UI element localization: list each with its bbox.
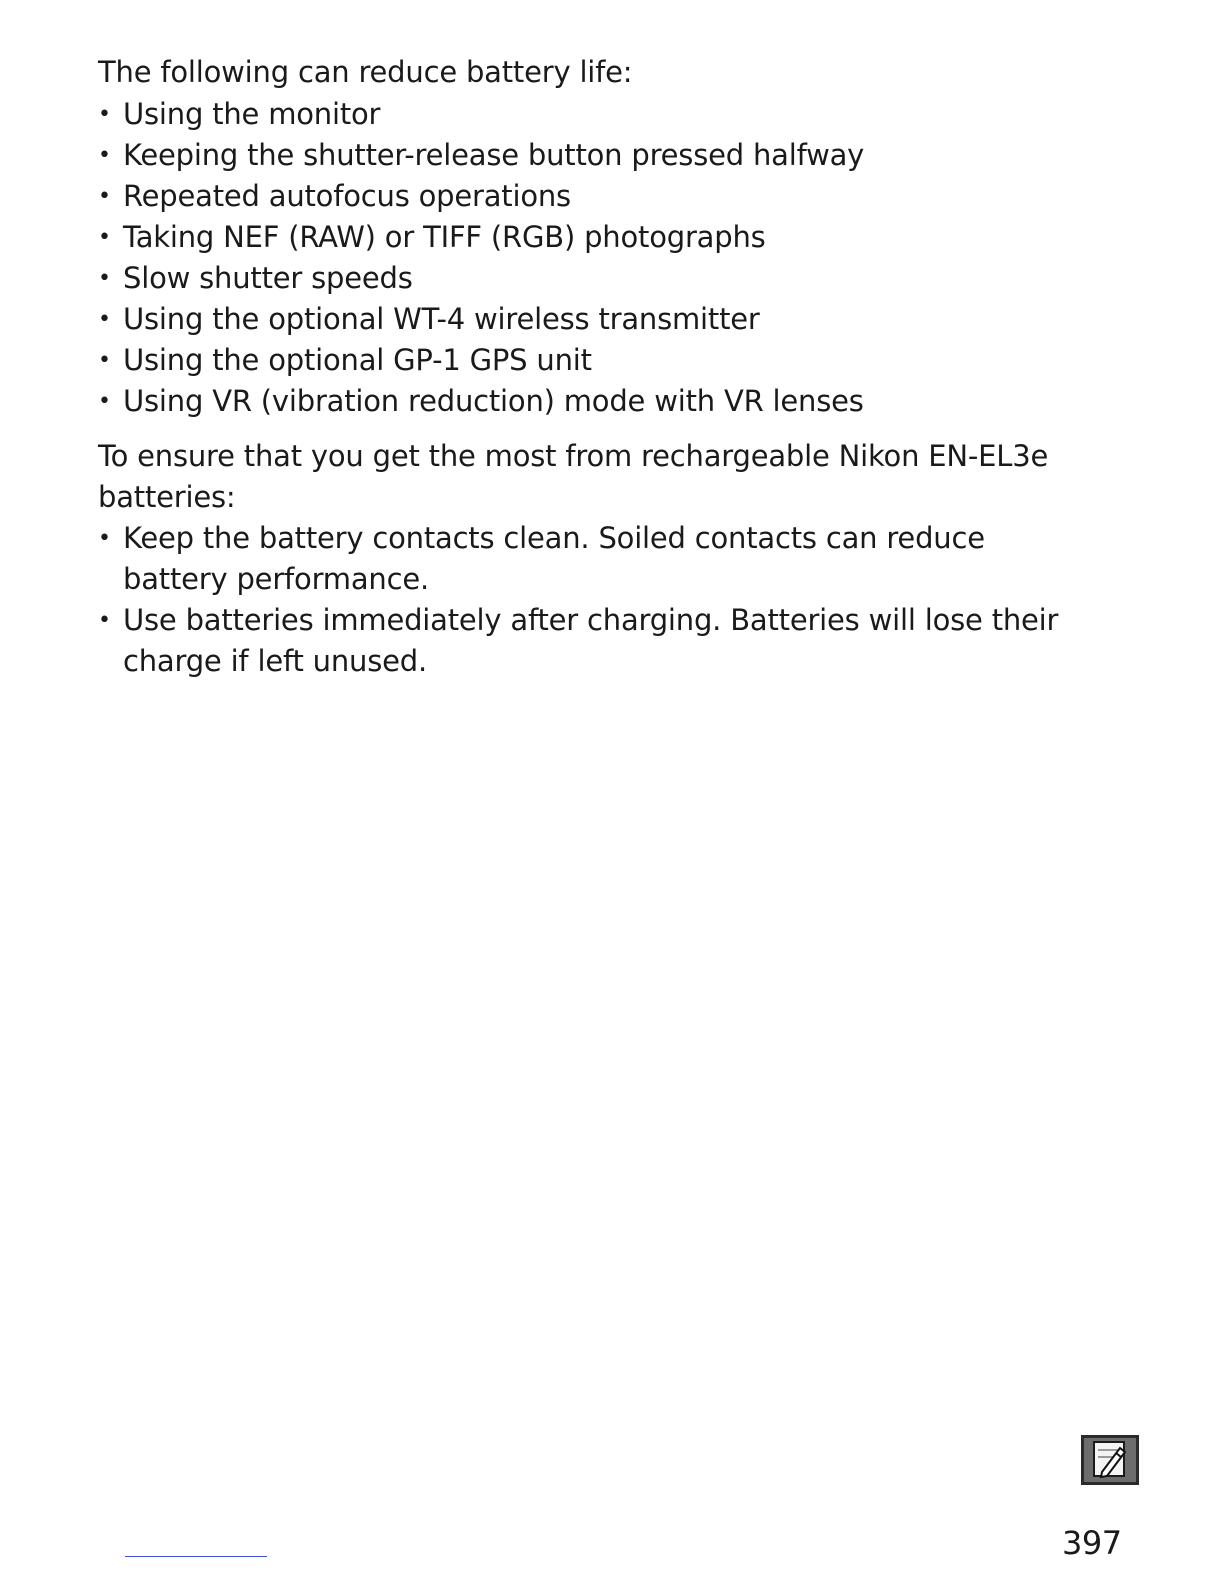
- list-item: [98, 217, 1098, 258]
- list-item-text: Slow shutter speeds: [123, 261, 413, 295]
- list-item: [98, 518, 1098, 600]
- list-item: [98, 176, 1098, 217]
- pencil-note-icon: [1080, 1434, 1140, 1486]
- list-item: [98, 299, 1098, 340]
- page-content: [98, 52, 1098, 682]
- list-item: [98, 258, 1098, 299]
- bullet-icon: •: [98, 348, 111, 373]
- list-item-text: Using the monitor: [123, 97, 381, 131]
- bullet-icon: •: [98, 608, 111, 633]
- list-item-text: Repeated autofocus operations: [123, 179, 571, 213]
- intro-paragraph: The following can reduce battery life:: [98, 55, 633, 89]
- list-item: [98, 135, 1098, 176]
- bullet-icon: •: [98, 225, 111, 250]
- bullet-icon: •: [98, 102, 111, 127]
- battery-drain-list: [98, 94, 1098, 422]
- list-item-text: Using VR (vibration reduction) mode with VR lenses: [123, 384, 864, 418]
- bullet-icon: •: [98, 389, 111, 414]
- list-item: [98, 381, 1098, 422]
- list-item-text: Use batteries immediately after charging. Batteries will lose their charge if left unused.: [123, 603, 1059, 678]
- battery-care-list: [98, 518, 1098, 682]
- list-item-text: Keeping the shutter-release button pressed halfway: [123, 138, 865, 172]
- list-item-text: Using the optional GP-1 GPS unit: [123, 343, 592, 377]
- list-item: [98, 340, 1098, 381]
- bullet-icon: •: [98, 266, 111, 291]
- bullet-icon: •: [98, 526, 111, 551]
- list-item-text: Using the optional WT-4 wireless transmitter: [123, 302, 760, 336]
- bullet-icon: •: [98, 143, 111, 168]
- bullet-icon: •: [98, 307, 111, 332]
- list-item-text: Keep the battery contacts clean. Soiled contacts can reduce battery performance.: [123, 521, 985, 596]
- list-item: [98, 600, 1098, 682]
- list-item-text: Taking NEF (RAW) or TIFF (RGB) photographs: [123, 220, 766, 254]
- ensure-paragraph: To ensure that you get the most from rechargeable Nikon EN-EL3e batteries:: [98, 439, 1049, 514]
- page-number: 397: [1062, 1524, 1122, 1562]
- list-item: [98, 94, 1098, 135]
- bullet-icon: •: [98, 184, 111, 209]
- footer-rule: [125, 1556, 267, 1557]
